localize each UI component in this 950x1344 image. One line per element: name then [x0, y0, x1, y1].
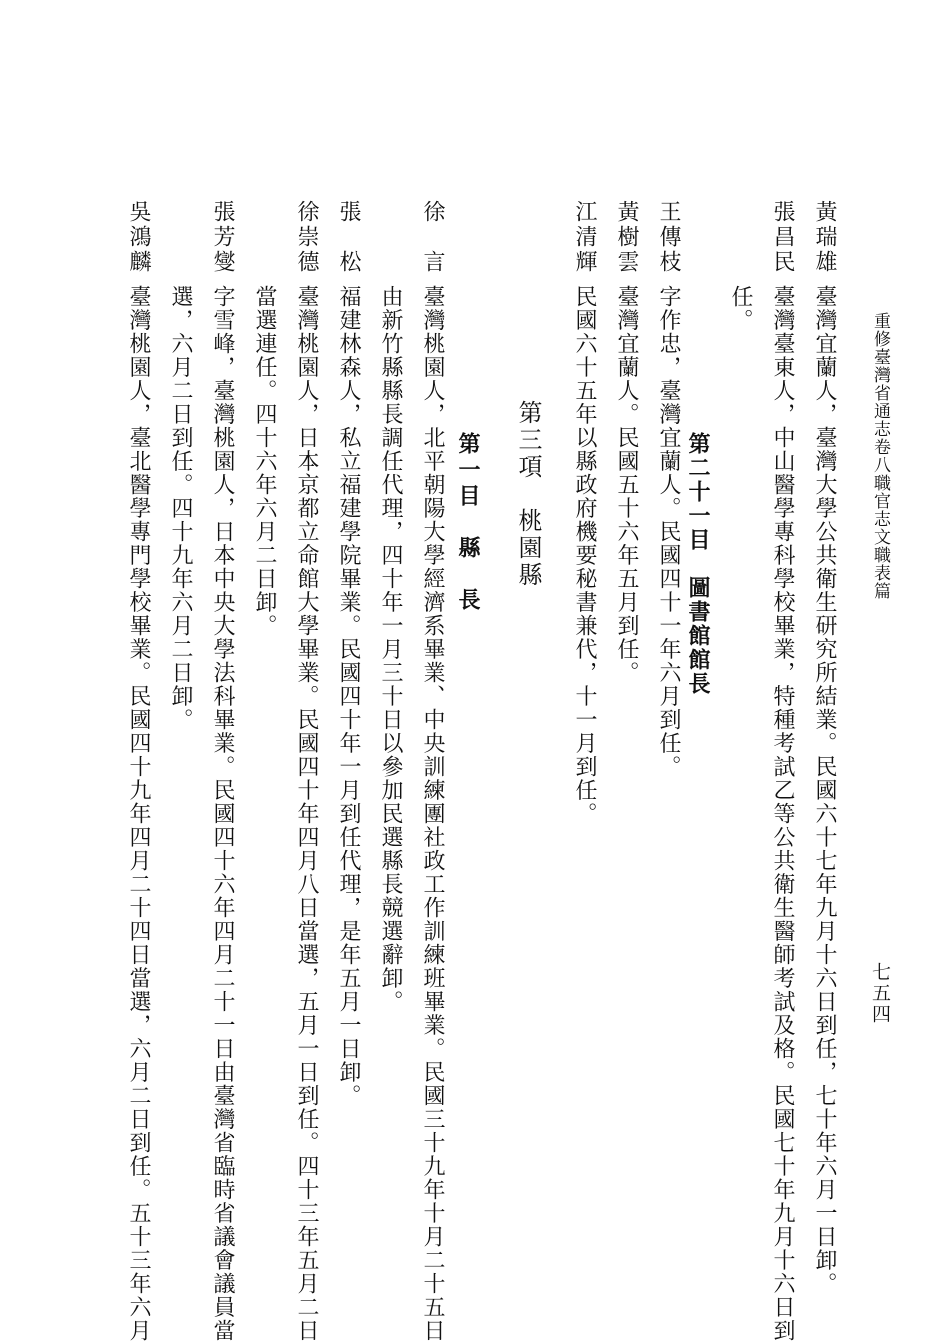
entry-text: 臺灣臺東人，中山醫學專科學校畢業，特種考試乙等公共衛生醫師考試及格。民國七十年九月十六日到 — [770, 285, 795, 1343]
subsection-heading: 第一目 縣 長 — [455, 432, 481, 614]
running-header-title: 重修臺灣省通志卷八職官志文職表篇 — [870, 312, 890, 600]
entry-text-continued: 選，六月二日到任。四十九年六月二日卸。 — [168, 285, 193, 732]
entry-text: 臺灣宜蘭人，臺灣大學公共衛生研究所結業。民國六十七年九月十六日到任，七十年六月一日卸。 — [812, 285, 837, 1296]
entry-text: 臺灣桃園人，日本京都立命館大學畢業。民國四十年四月八日當選，五月一日到任。四十三年五月二日 — [294, 285, 319, 1343]
entry-name: 徐崇德 — [294, 200, 319, 275]
entry-text: 福建林森人，私立福建學院畢業。民國四十年一月到任代理，是年五月一日卸。 — [336, 285, 361, 1108]
entry-name: 黃瑞雄 — [812, 200, 837, 275]
page-number: 七五四 — [869, 962, 891, 1025]
entry-text-continued: 當選連任。四十六年六月二日卸。 — [252, 285, 277, 638]
entry-name: 張昌民 — [770, 200, 795, 275]
entry-text: 臺灣桃園人，北平朝陽大學經濟系畢業、中央訓練團社政工作訓練班畢業。民國三十九年十月二十五日 — [420, 285, 445, 1343]
entry-text: 臺灣桃園人，臺北醫學專門學校畢業。民國四十九年四月二十四日當選，六月二日到任。五十三年六月 — [126, 285, 151, 1343]
entry-text: 字雪峰，臺灣桃園人，日本中央大學法科畢業。民國四十六年四月二十一日由臺灣省臨時省議會議員當 — [210, 285, 235, 1343]
entry-name: 江清輝 — [572, 200, 597, 275]
entry-text-continued: 由新竹縣縣長調任代理，四十年一月三十日以參加民選縣長競選辭卸。 — [378, 285, 403, 1014]
entry-text: 臺灣宜蘭人。民國五十六年五月到任。 — [614, 285, 639, 685]
entry-text: 字作忠，臺灣宜蘭人。民國四十一年六月到任。 — [656, 285, 681, 779]
entry-text-continued: 任。 — [728, 285, 753, 332]
entry-text: 民國六十五年以縣政府機要秘書兼代，十一月到任。 — [572, 285, 597, 826]
entry-name: 黃樹雲 — [614, 200, 639, 275]
section-heading: 第三項 桃園縣 — [514, 400, 542, 589]
entry-name: 吳鴻麟 — [126, 200, 151, 275]
entry-name: 王傳枝 — [656, 200, 681, 275]
subsection-heading: 第二十一目 圖書館館長 — [685, 432, 711, 696]
entry-name: 張芳燮 — [210, 200, 235, 275]
entry-name: 徐 言 — [420, 200, 445, 275]
entry-name: 張 松 — [336, 200, 361, 275]
